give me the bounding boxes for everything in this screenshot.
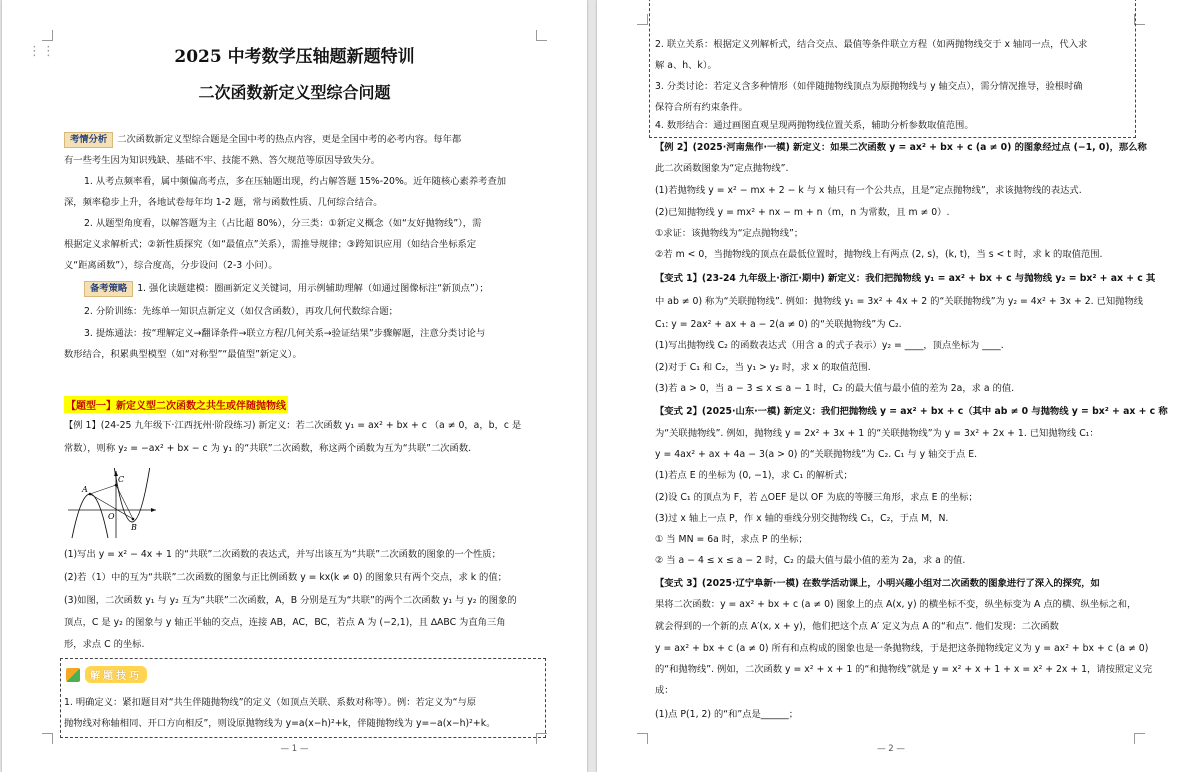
example-1-line: 【例 1】(24-25 九年级下·江西抚州·阶段练习) 新定义：若二次函数 y₁ = ax² + bx + c （a ≠ 0，a，b，c 是 bbox=[64, 420, 522, 431]
page-number: — 1 — bbox=[280, 744, 309, 754]
body-line: y = ax² + bx + c (a ≠ 0) 所有和点构成的图象也是一条抛物线，于是把这条抛物线定义为 y = ax² + bx + c (a ≠ 0) bbox=[655, 643, 1149, 654]
strategy-tag: 备考策略 bbox=[84, 281, 133, 297]
crop-mark bbox=[637, 733, 648, 744]
analysis-tag: 考情分析 bbox=[64, 132, 113, 148]
figure-label-a: A bbox=[82, 485, 88, 494]
parabola-figure bbox=[64, 468, 159, 540]
tips-line: 保符合所有约束条件。 bbox=[655, 102, 748, 113]
figure-label-c: C bbox=[118, 475, 125, 484]
question-line: (1)写出 y = x² − 4x + 1 的“共联”二次函数的表达式，并写出该互为“共联”二次函数的图象的一个性质； bbox=[64, 549, 501, 560]
analysis-line: 2. 从题型角度看，以解答题为主（占比超 80%），分三类：①新定义概念（如“友好抛物线”），需 bbox=[84, 218, 482, 229]
body-line: 此二次函数图象为“定点抛物线”. bbox=[655, 163, 789, 174]
crop-mark bbox=[42, 733, 53, 744]
page-number: — 2 — bbox=[877, 744, 905, 754]
body-line: C₁: y = 2ax² + ax + a − 2(a ≠ 0) 的“关联抛物线”为 C₂. bbox=[655, 319, 902, 330]
question-line: 形，求点 C 的坐标. bbox=[64, 639, 145, 650]
tips-header bbox=[66, 664, 147, 683]
puzzle-icon bbox=[66, 668, 80, 682]
example-1-line: 常数），则称 y₂ = −ax² + bx − c 为 y₁ 的“共联”二次函数，称这两个函数为互为“共联”二次函数. bbox=[64, 443, 472, 454]
body-line: 为“关联抛物线”. 例如，抛物线 y = 2x² + 3x + 1 的“关联抛物线”为 y = 3x² + 2x + 1. 已知抛物线 C₁： bbox=[655, 428, 1099, 439]
body-line: 【变式 1】(23-24 九年级上·浙江·期中) 新定义：我们把抛物线 y₁ = ax² + bx + c 与抛物线 y₂ = bx² + ax + c 其 bbox=[655, 273, 1156, 284]
body-line: (1)写出抛物线 C₂ 的函数表达式（用含 a 的式子表示）y₂ = ____，顶点坐标为 ____. bbox=[655, 340, 1004, 351]
body-line: ①求证：该抛物线为“定点抛物线”； bbox=[655, 228, 804, 239]
body-line: (1)若点 E 的坐标为 (0, −1)，求 C₁ 的解析式； bbox=[655, 470, 853, 481]
page-subtitle: 二次函数新定义型综合问题 bbox=[198, 83, 391, 102]
tips-line: 2. 联立关系：根据定义列解析式，结合交点、最值等条件联立方程（如两抛物线交于 x 轴同一点，代入求 bbox=[655, 39, 1088, 50]
body-line: 【例 2】(2025·河南焦作·一模) 新定义：如果二次函数 y = ax² + bx + c (a ≠ 0) 的图象经过点 (−1, 0)，那么称 bbox=[655, 142, 1147, 153]
body-line: (1)点 P(1, 2) 的“和”点是______； bbox=[655, 709, 798, 720]
strategy-line-1: 备考策略 1. 强化读题建模：圈画新定义关键词，用示例辅助理解（如通过图像标注“新顶点”）； bbox=[84, 278, 489, 299]
analysis-line: 根据定义求解析式；②新性质探究（如“最值点”关系），需推导规律；③跨知识应用（如结合坐标系定 bbox=[64, 239, 477, 250]
document-page-2 bbox=[597, 0, 1185, 772]
body-line: ① 当 MN = 6a 时，求点 P 的坐标； bbox=[655, 534, 808, 545]
tips-line: 3. 分类讨论：若定义含多种情形（如伴随抛物线顶点为原抛物线与 y 轴交点），需分情况推导，验根时确 bbox=[655, 81, 1083, 92]
analysis-line: 义“距离函数”），综合度高，分步设问（2-3 小问）。 bbox=[64, 260, 278, 271]
question-line: (3)如图，二次函数 y₁ 与 y₂ 互为“共联”二次函数，A，B 分别是互为“共联”的两个二次函数 y₁ 与 y₂ 的图象的 bbox=[64, 595, 517, 606]
body-line: 成： bbox=[655, 685, 674, 696]
document-page-1 bbox=[2, 0, 587, 772]
body-line: 【变式 2】(2025·山东·一模) 新定义：我们把抛物线 y = ax² + bx + c（其中 ab ≠ 0 与抛物线 y = bx² + ax + c 称 bbox=[655, 406, 1168, 417]
analysis-line: 有一些考生因为知识残缺、基础不牢、技能不熟、答欠规范等原因导致失分。 bbox=[64, 155, 381, 166]
analysis-line-1: 考情分析 二次函数新定义型综合题是全国中考的热点内容，更是全国中考的必考内容。每年都 bbox=[64, 129, 461, 150]
tips-line: 1. 明确定义：紧扣题目对“共生伴随抛物线”的定义（如顶点关联、系数对称等）。例：若定义为“与原 bbox=[64, 697, 477, 708]
analysis-line: 深，频率稳步上升，各地试卷每年均 1-2 题，常与函数性质、几何综合结合。 bbox=[64, 197, 383, 208]
body-line: (3)若 a > 0，当 a − 3 ≤ x ≤ a − 1 时，C₂ 的最大值与最小值的差为 2a，求 a 的值. bbox=[655, 383, 1015, 394]
body-line: y = 4ax² + ax + 4a − 3(a > 0) 的“关联抛物线”为 C₂. C₁ 与 y 轴交于点 E. bbox=[655, 449, 978, 460]
crop-mark bbox=[1134, 733, 1145, 744]
body-line: ②若 m < 0，当抛物线的顶点在最低位置时，抛物线上有两点 (2, s)，(k, t)，当 s < t 时，求 k 的取值范围. bbox=[655, 249, 1103, 260]
body-line: (2)已知抛物线 y = mx² + nx − m + n（m，n 为常数，且 m ≠ 0）. bbox=[655, 207, 950, 218]
strategy-line: 数形结合，积累典型模型（如“对称型”“最值型”新定义）。 bbox=[64, 349, 302, 360]
strategy-line: 2. 分阶训练：先练单一知识点新定义（如仅含函数），再攻几何代数综合题； bbox=[84, 306, 398, 317]
drag-handle-icon[interactable]: ⋮⋮ bbox=[28, 44, 56, 59]
body-line: ② 当 a − 4 ≤ x ≤ a − 2 时，C₂ 的最大值与最小值的差为 2a，求 a 的值. bbox=[655, 555, 966, 566]
tips-title: 解题技巧 bbox=[85, 666, 147, 683]
body-line: 【变式 3】(2025·辽宁阜新·一模) 在数学活动课上，小明兴趣小组对二次函数的图象进行了深入的探究，如 bbox=[655, 578, 1100, 589]
crop-mark bbox=[42, 30, 53, 41]
section-heading: 【题型一】新定义型二次函数之共生或伴随抛物线 bbox=[64, 396, 288, 413]
body-line: (3)过 x 轴上一点 P，作 x 轴的垂线分别交抛物线 C₁，C₂，于点 M，N. bbox=[655, 513, 949, 524]
tips-line: 4. 数形结合：通过画图直观呈现两抛物线位置关系，辅助分析参数取值范围。 bbox=[655, 120, 974, 131]
body-line: 就会得到的一个新的点 A′(x, x + y)，他们把这个点 A′ 定义为点 A 的“和点”. 他们发现：二次函数 bbox=[655, 621, 1059, 632]
body-line: (2)对于 C₁ 和 C₂，当 y₁ > y₂ 时，求 x 的取值范围. bbox=[655, 362, 871, 373]
crop-mark bbox=[536, 30, 547, 41]
body-line: 中 ab ≠ 0) 称为“关联抛物线”. 例如：抛物线 y₁ = 3x² + 4x + 2 的“关联抛物线”为 y₂ = 4x² + 3x + 2. 已知抛物线 bbox=[655, 296, 1144, 307]
analysis-line: 1. 从考点频率看，属中频偏高考点，多在压轴题出现，约占解答题 15%-20%。近年随核心素养考查加 bbox=[84, 176, 507, 187]
question-line: 顶点，C 是 y₂ 的图象与 y 轴正半轴的交点，连接 AB，AC，BC，若点 A 为 (−2,1)，且 ∆ABC 为直角三角 bbox=[64, 617, 506, 628]
body-line: 的“和抛物线”. 例如，二次函数 y = x² + x + 1 的“和抛物线”就是 y = x² + x + 1 + x = x² + 2x + 1，请按照定义完 bbox=[655, 664, 1153, 675]
crop-mark bbox=[637, 14, 648, 25]
figure-label-b: B bbox=[131, 523, 137, 532]
page-title: 2025 中考数学压轴题新题特训 bbox=[174, 47, 415, 67]
tips-line: 抛物线对称轴相同、开口方向相反”，则设原抛物线为 y=a(x−h)²+k，伴随抛物线为 y=−a(x−h)²+k。 bbox=[64, 718, 496, 729]
body-line: 果将二次函数：y = ax² + bx + c (a ≠ 0) 图象上的点 A(x, y) 的横坐标不变，纵坐标变为 A 点的横、纵坐标之和， bbox=[655, 599, 1137, 610]
tips-line: 解 a、h、k）。 bbox=[655, 60, 717, 71]
question-line: (2)若（1）中的互为“共联”二次函数的图象与正比例函数 y = kx(k ≠ 0) 的图象只有两个交点，求 k 的值； bbox=[64, 572, 507, 583]
figure-label-o: O bbox=[108, 512, 115, 521]
body-line: (1)若抛物线 y = x² − mx + 2 − k 与 x 轴只有一个公共点，且是“定点抛物线”，求该抛物线的表达式. bbox=[655, 185, 1082, 196]
strategy-line: 3. 提炼通法：按“理解定义→翻译条件→联立方程/几何关系→验证结果”步骤解题，注意分类讨论与 bbox=[84, 328, 486, 339]
body-line: (2)设 C₁ 的顶点为 F，若 △OEF 是以 OF 为底的等腰三角形，求点 E 的坐标； bbox=[655, 492, 978, 503]
